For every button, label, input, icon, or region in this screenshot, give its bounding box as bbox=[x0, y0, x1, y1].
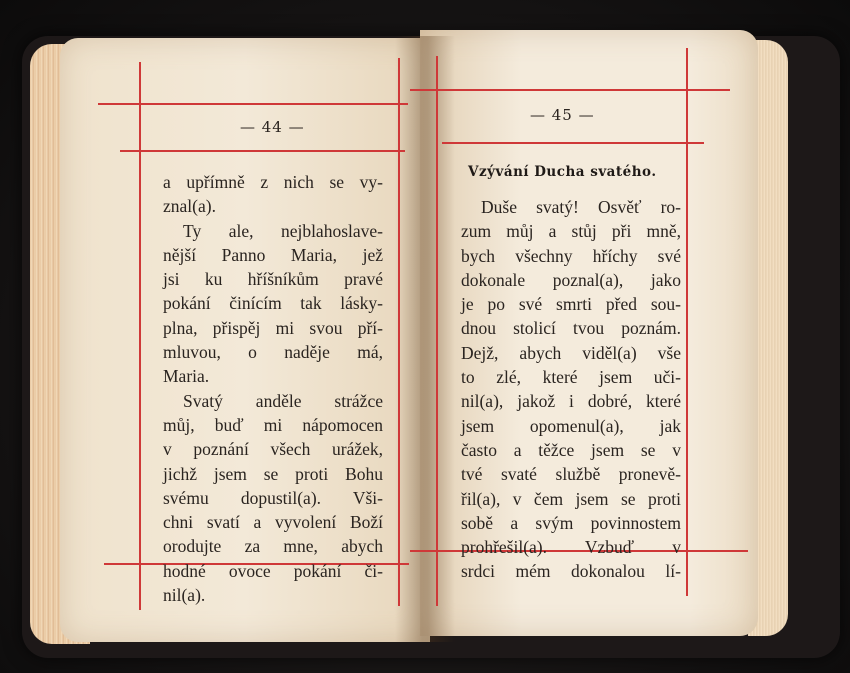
section-heading: Vzývání Ducha svatého. bbox=[468, 164, 657, 180]
text-line: můj, buď mi nápomocen bbox=[163, 414, 383, 435]
text-line: orodujte za mne, abych bbox=[163, 536, 383, 557]
text-line: je po své smrti před sou- bbox=[461, 294, 681, 315]
text-line: jsi ku hříšníkům pravé bbox=[163, 269, 383, 290]
page-number-left: — 44 — bbox=[240, 118, 305, 136]
text-line: dokonale poznal(a), jako bbox=[461, 269, 681, 290]
text-line: nil(a), jakož i dobré, které bbox=[461, 391, 681, 412]
right-rule-inner-vertical bbox=[436, 56, 438, 606]
text-line: dnou stolicí tvou poznám. bbox=[461, 318, 681, 339]
text-line: hodné ovoce pokání či- bbox=[163, 560, 383, 581]
text-line: bych všechny hříchy své bbox=[461, 245, 681, 266]
text-line: znal(a). bbox=[163, 196, 216, 217]
text-line: řil(a), v čem jsem se proti bbox=[461, 488, 681, 509]
right-rule-header-bottom bbox=[442, 142, 704, 144]
text-line: sobě a svým povinnostem bbox=[461, 512, 681, 533]
right-page-text bbox=[461, 195, 681, 584]
text-line: srdci mém dokonalou lí- bbox=[461, 561, 681, 582]
right-rule-top bbox=[410, 89, 730, 91]
left-rule-top bbox=[98, 103, 408, 105]
text-line: často a těžce jsem se v bbox=[461, 439, 681, 460]
left-rule-header-bottom bbox=[120, 150, 405, 152]
left-rule-inner-vertical bbox=[398, 58, 400, 606]
text-line: Maria. bbox=[163, 366, 210, 387]
text-line: Duše svatý! Osvěť ro- bbox=[481, 197, 681, 217]
text-line: mluvou, o naděje má, bbox=[163, 342, 383, 363]
text-line: v poznání všech urážek, bbox=[163, 439, 383, 460]
text-line: to zlé, které jsem uči- bbox=[461, 367, 681, 388]
text-line: nil(a). bbox=[163, 585, 206, 606]
text-line: prohřešil(a). Vzbuď v bbox=[461, 537, 681, 558]
text-line: chni svatí a vyvolení Boží bbox=[163, 512, 383, 533]
text-line: Dejž, abych viděl(a) vše bbox=[461, 342, 681, 363]
right-rule-outer-vertical bbox=[686, 48, 688, 596]
left-rule-outer-vertical bbox=[139, 62, 141, 610]
text-line: svému dopustil(a). Vši- bbox=[163, 487, 383, 508]
text-line: zum můj a stůj při mně, bbox=[461, 221, 681, 242]
text-line: plna, přispěj mi svou pří- bbox=[163, 317, 383, 338]
text-line: a upřímně z nich se vy- bbox=[163, 172, 383, 192]
page-number-right: — 45 — bbox=[530, 106, 595, 124]
text-line: jsem opomenul(a), jak bbox=[461, 415, 681, 436]
text-line: tvé svaté službě pronevě- bbox=[461, 464, 681, 485]
text-line: Ty ale, nejblahoslave- bbox=[183, 220, 383, 241]
text-line: Svatý anděle strážce bbox=[183, 390, 383, 411]
left-page-text bbox=[163, 170, 383, 607]
text-line: pokání činícím tak lásky- bbox=[163, 293, 383, 314]
text-line: jichž jsem se proti Bohu bbox=[163, 463, 383, 484]
text-line: nější Panno Maria, jež bbox=[163, 244, 383, 265]
